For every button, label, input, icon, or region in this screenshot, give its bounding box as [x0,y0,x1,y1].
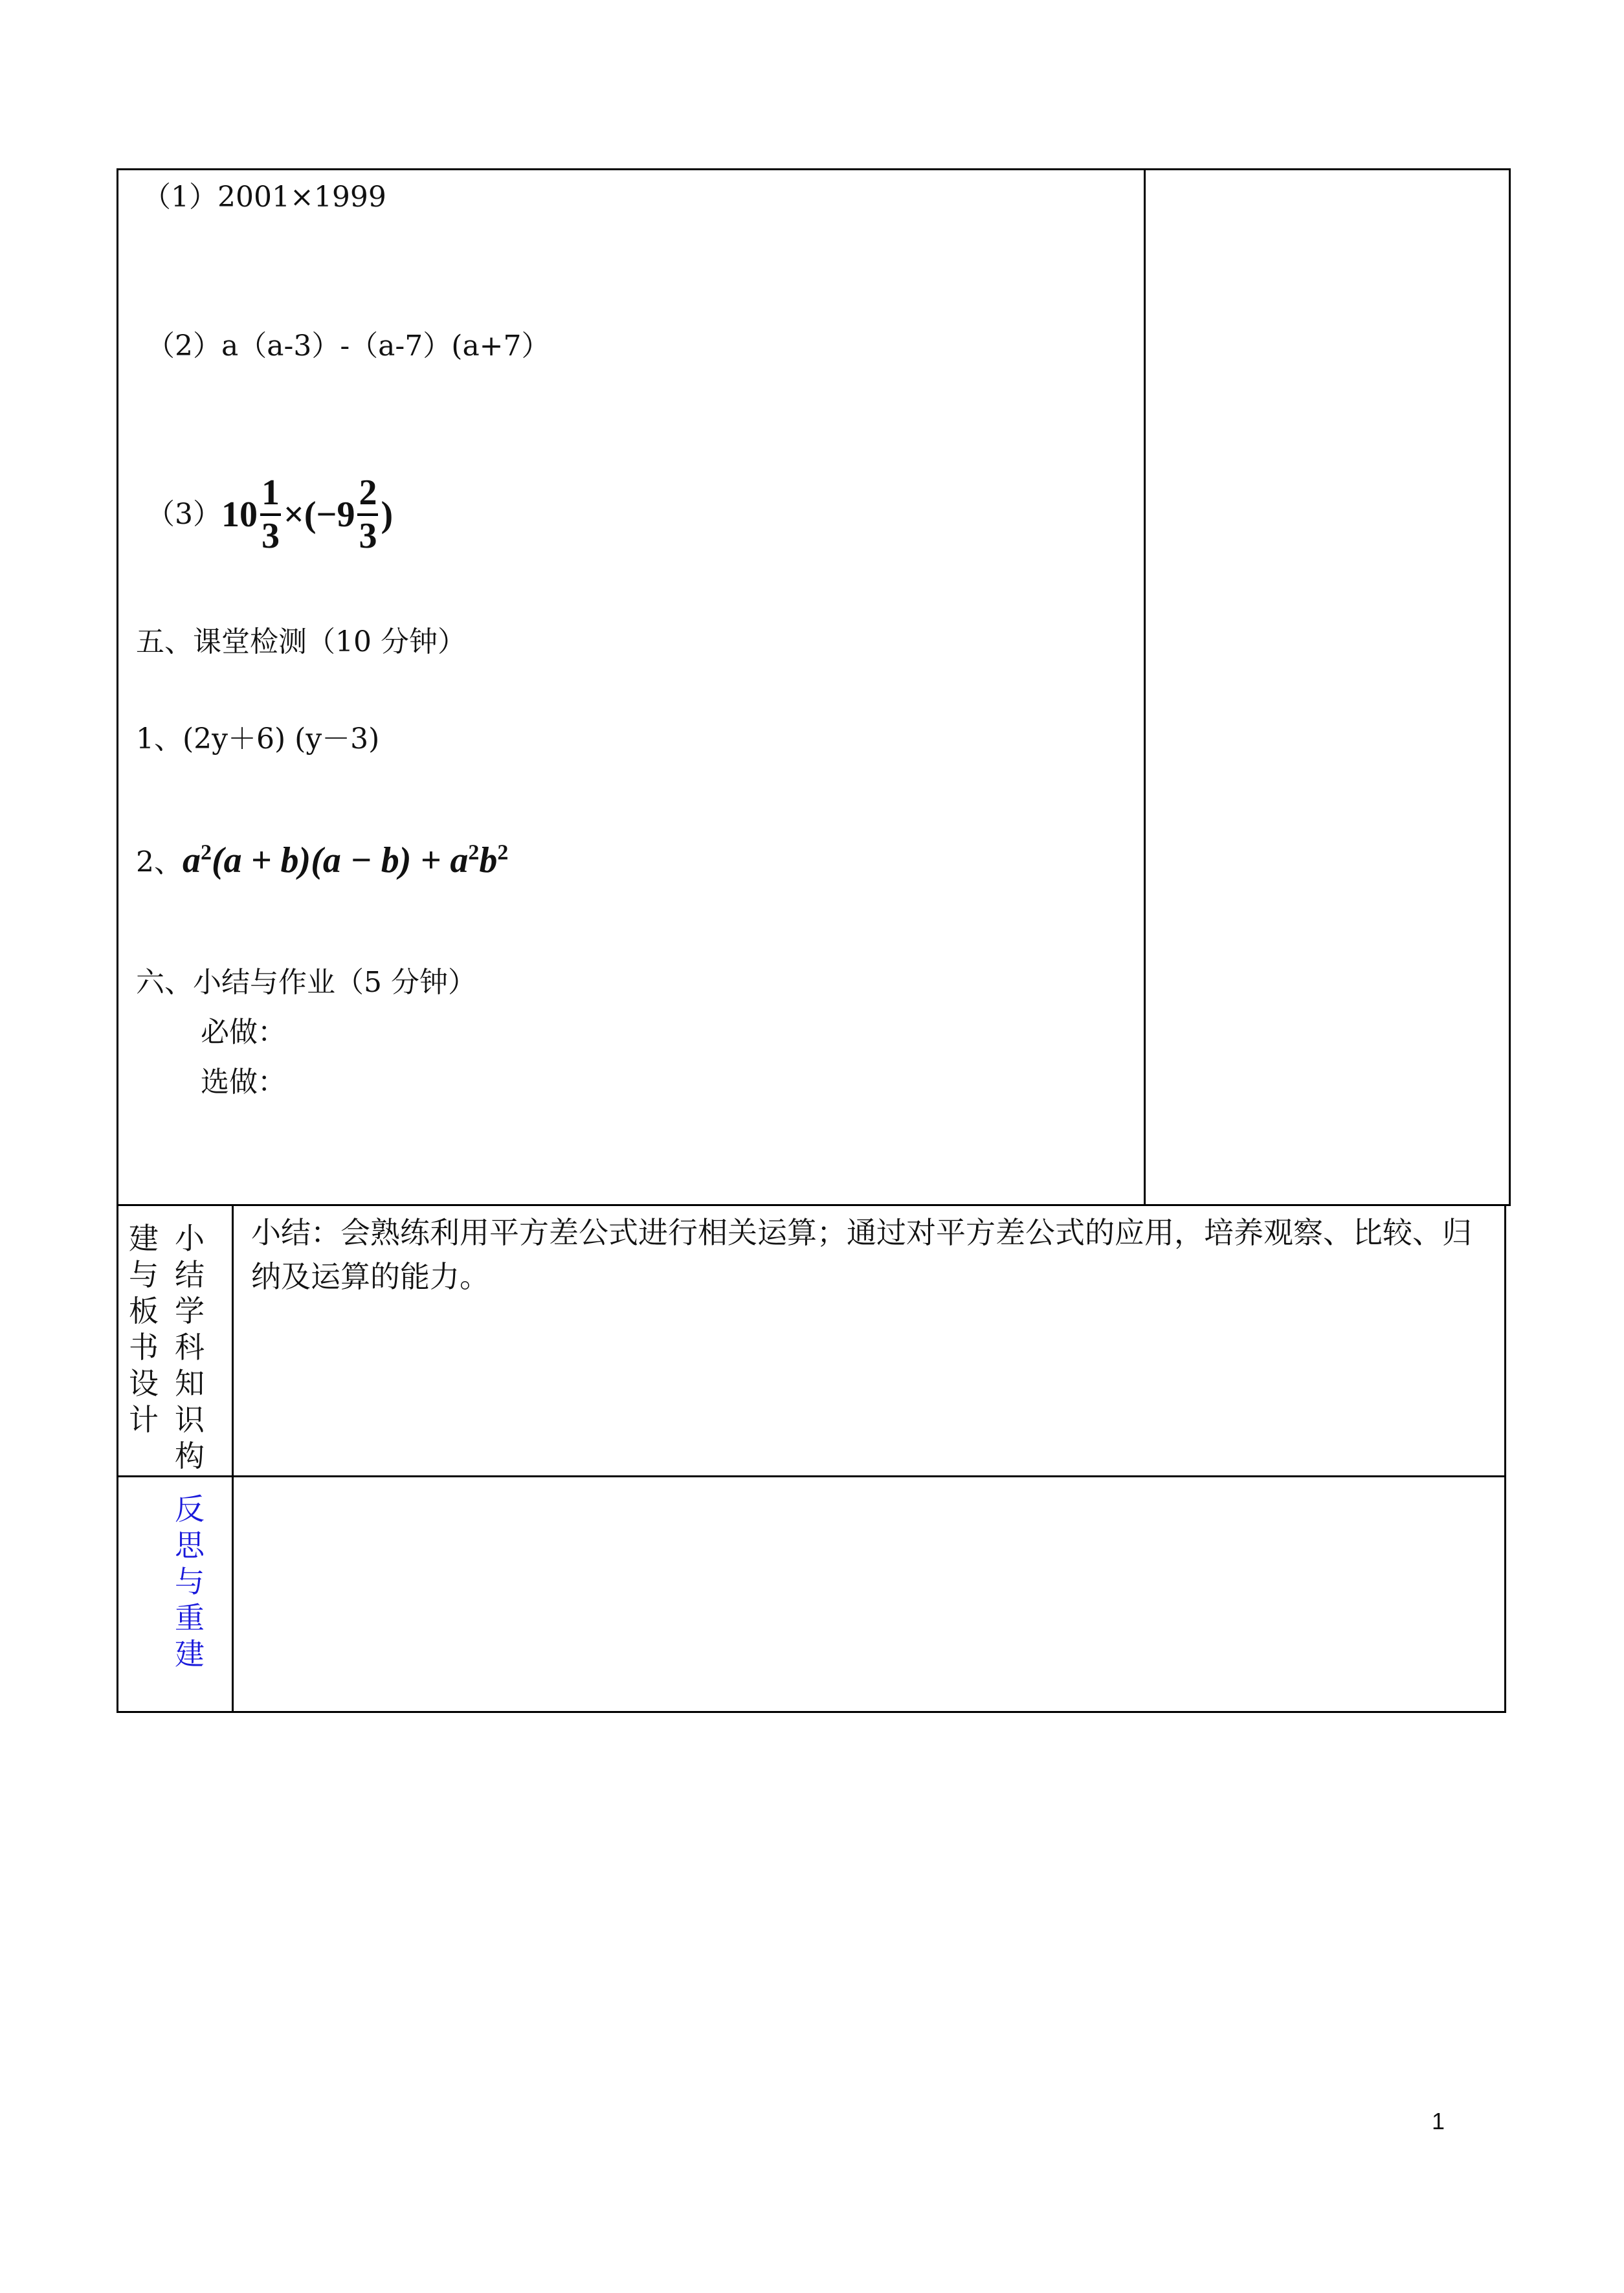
summary-content: 小结：会熟练利用平方差公式进行相关运算；通过对平方差公式的应用，培养观察、比较、归纳及运算的能力。 [251,1215,1472,1294]
question-2-label: 2、 [136,845,183,879]
q2-middle: (a + b)(a − b) + a [212,840,469,880]
question-2-expression [183,840,508,880]
frame-right-upper [1509,168,1511,1205]
frame-divider-upper [1144,168,1146,1205]
homework-required: 必做： [201,1016,286,1049]
frame-label-divider [232,1204,234,1713]
question-2 [136,842,508,878]
page-number: 1 [1432,2108,1445,2134]
reflection-content [251,1489,1494,1696]
q2-square-2: 2 [468,840,480,864]
exercise-3-label: （3） [146,497,221,531]
ex3-whole: 10 [221,494,258,535]
homework-optional: 选做： [201,1066,286,1099]
heading-summary-homework: 六、小结与作业（5 分钟） [136,966,476,999]
frame-right-lower [1504,1204,1506,1713]
exercise-3-expression [221,473,394,556]
frame-row1-bottom [117,1204,1511,1206]
frame-left [117,168,118,1713]
summary-label-left: 建与板书设计 [129,1221,159,1437]
ex3-numerator-2: 2 [357,474,378,516]
frame-bottom [117,1711,1506,1713]
heading-class-test: 五、课堂检测（10 分钟） [136,625,466,658]
frame-row2-bottom [117,1475,1506,1477]
q2-a: a [183,840,201,880]
ex3-denominator-2: 3 [359,515,377,556]
reflection-label: 反思与重建 [175,1492,205,1672]
q2-b: b [479,840,498,880]
question-1: 1、(2y＋6) (y－3) [136,722,380,755]
frame-top [117,168,1511,170]
exercise-2: （2）a（a-3）-（a-7）(a+7） [146,330,550,363]
exercise-1: （1）2001×1999 [142,181,386,214]
ex3-fraction-1 [260,474,281,555]
ex3-numerator-1: 1 [260,474,281,516]
ex3-operator: ×(−9 [284,494,355,535]
ex3-close-paren: ) [381,494,394,535]
q2-square-3: 2 [497,840,509,864]
exercise-3 [146,474,393,555]
ex3-denominator-1: 3 [261,515,280,556]
summary-label-right: 小结学科知识构 [175,1221,205,1473]
q2-square-1: 2 [201,840,212,864]
ex3-fraction-2 [357,474,378,555]
